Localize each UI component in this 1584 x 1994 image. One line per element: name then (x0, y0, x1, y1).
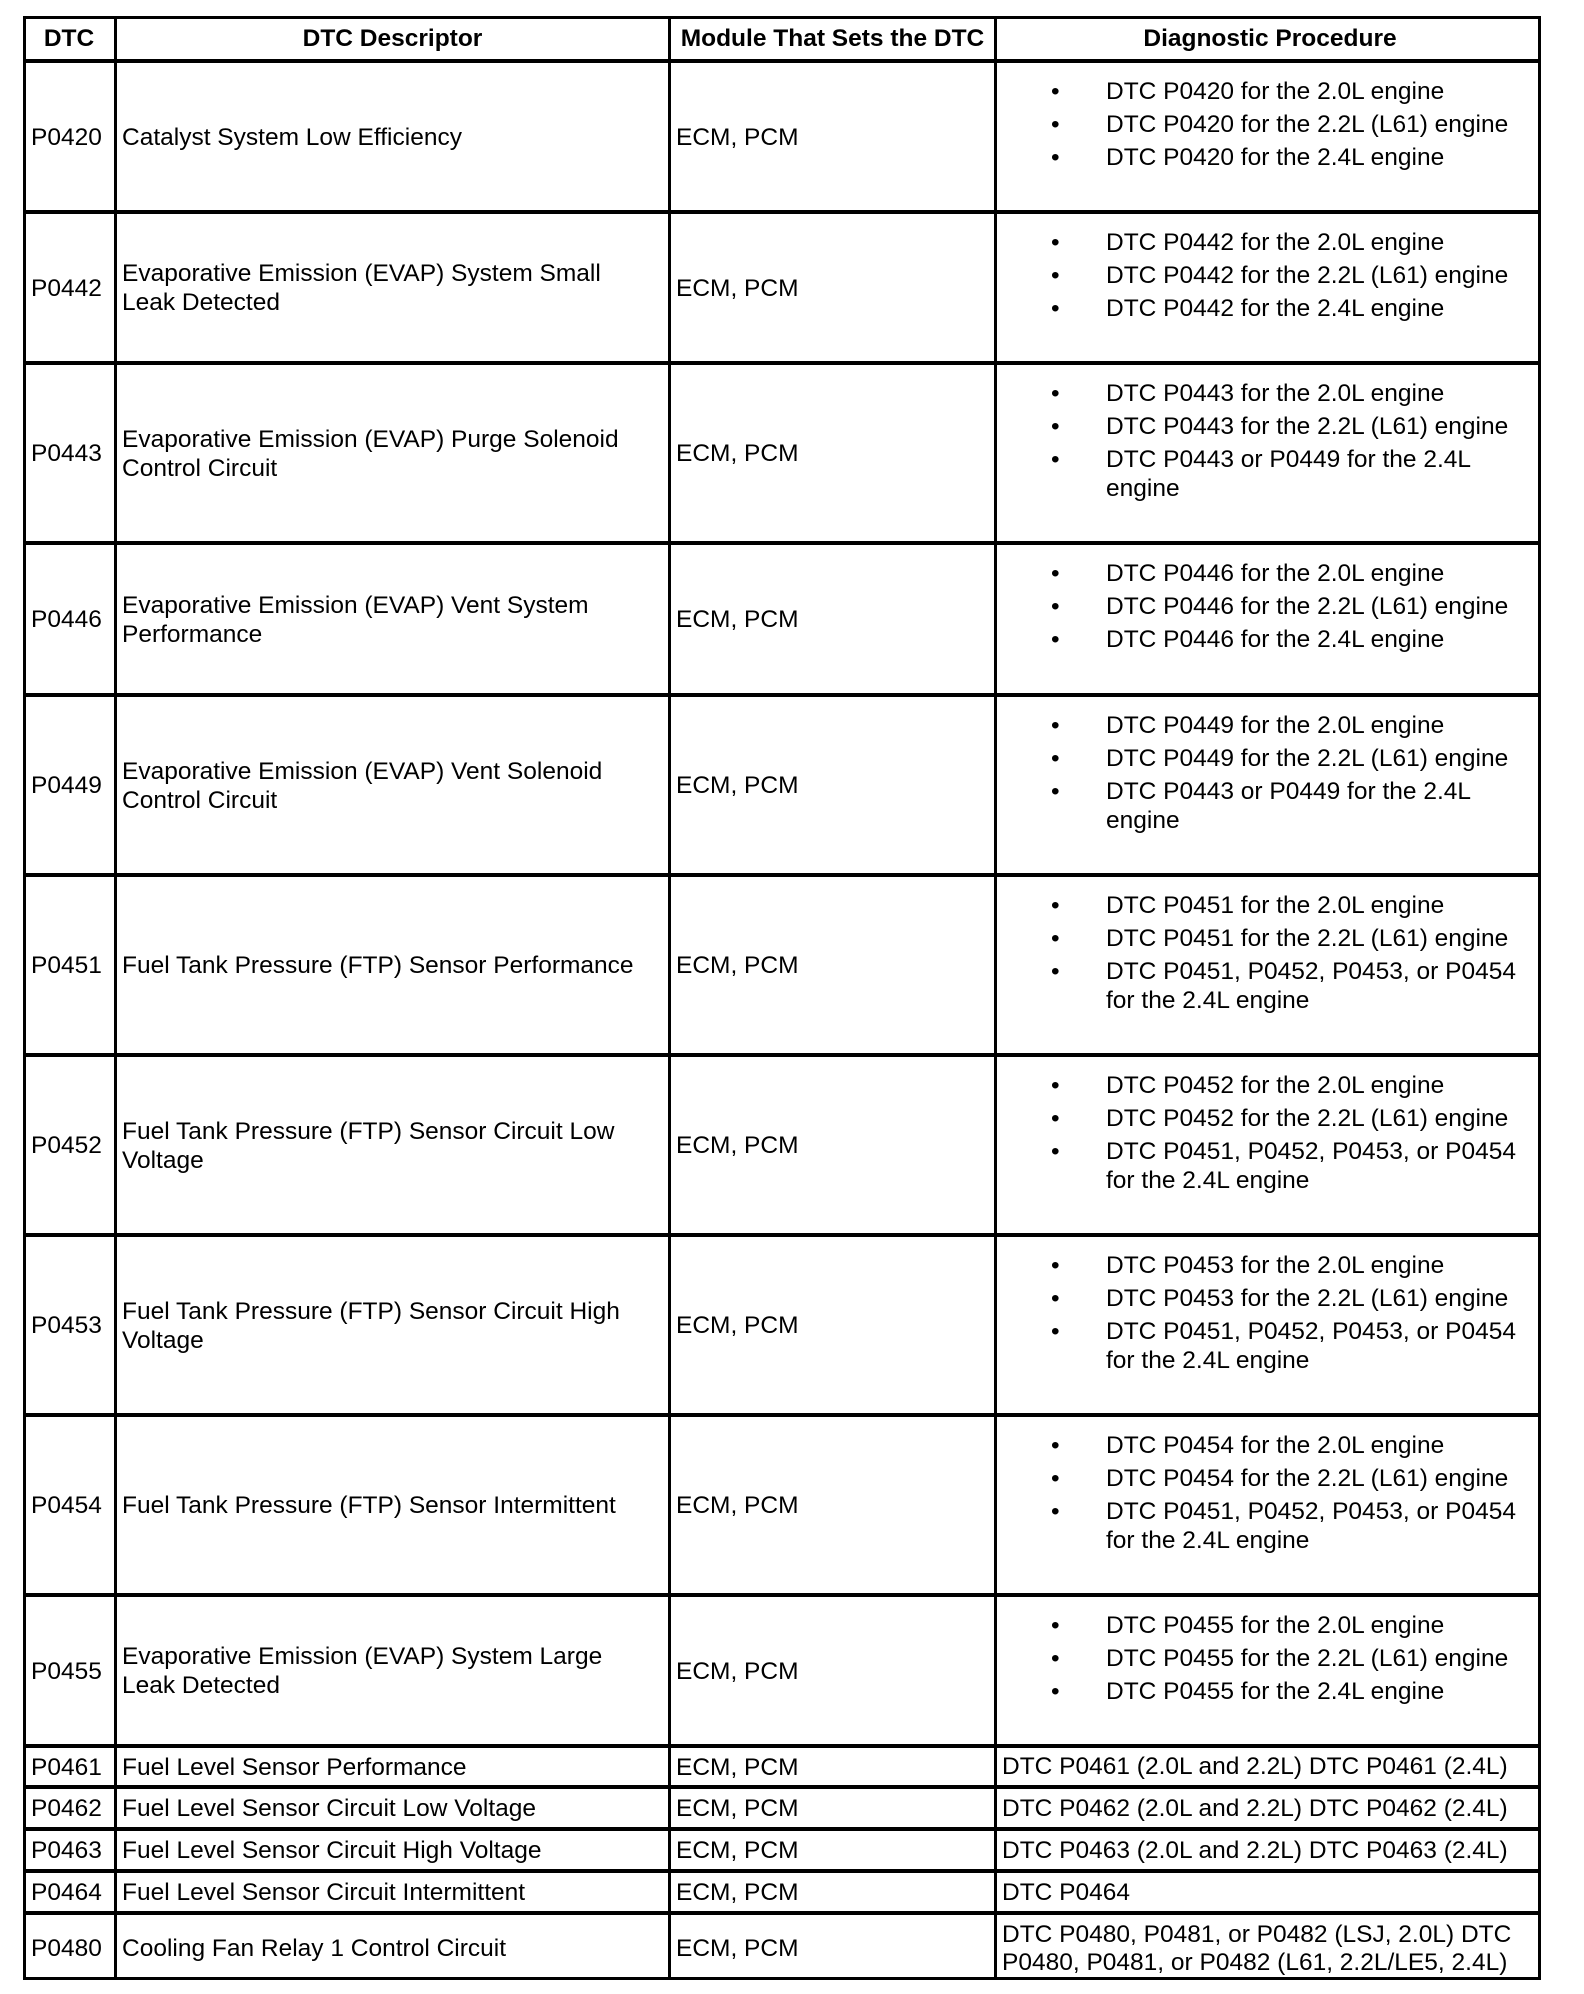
module-name: ECM, PCM (676, 1935, 799, 1962)
row-divider (26, 210, 1538, 214)
procedure-list-item[interactable] (1049, 412, 1531, 441)
procedure-list-item[interactable] (1049, 1677, 1531, 1706)
procedure-link[interactable]: DTC P0446 for the 2.4L engine (1106, 626, 1445, 653)
dtc-code: P0443 (31, 440, 102, 467)
bullet-icon: • (1051, 560, 1060, 587)
procedure-list (997, 1597, 1543, 1745)
header-procedure: Diagnostic Procedure (1143, 25, 1397, 52)
dtc-descriptor: Fuel Tank Pressure (FTP) Sensor Circuit High Voltage (122, 1297, 620, 1354)
procedure-list-item[interactable] (1049, 924, 1531, 953)
dtc-descriptor: Fuel Level Sensor Circuit Intermittent (122, 1879, 526, 1906)
procedure-list (997, 1057, 1543, 1234)
row-divider (26, 59, 1538, 63)
module-name: ECM, PCM (676, 1837, 799, 1864)
dtc-code: P0480 (31, 1935, 102, 1962)
procedure-list-item[interactable] (1049, 379, 1531, 408)
procedure-list-item[interactable] (1049, 1104, 1531, 1133)
procedure-link[interactable]: DTC P0449 for the 2.2L (L61) engine (1106, 745, 1509, 772)
dtc-descriptor: Evaporative Emission (EVAP) System Small Leak Detected (122, 260, 601, 316)
procedure-list-item[interactable] (1049, 261, 1531, 290)
dtc-code: P0449 (31, 772, 102, 799)
dtc-descriptor: Fuel Level Sensor Circuit Low Voltage (122, 1795, 536, 1822)
module-name: ECM, PCM (676, 274, 799, 302)
row-divider (26, 1053, 1538, 1057)
procedure-list-item[interactable] (1049, 744, 1531, 773)
module-name: ECM, PCM (676, 1312, 799, 1339)
bullet-icon: • (1051, 1105, 1060, 1132)
procedure-text[interactable]: DTC P0463 (2.0L and 2.2L) DTC P0463 (2.4L) (1002, 1836, 1508, 1864)
dtc-descriptor: Evaporative Emission (EVAP) Vent System Performance (122, 591, 589, 648)
procedure-link[interactable]: DTC P0453 for the 2.0L engine (1106, 1252, 1445, 1279)
bullet-icon: • (1051, 1678, 1060, 1705)
procedure-link[interactable]: DTC P0446 for the 2.0L engine (1106, 560, 1445, 587)
procedure-list-item[interactable] (1049, 1071, 1531, 1100)
bullet-icon: • (1051, 958, 1060, 985)
procedure-list-item[interactable] (1049, 77, 1531, 106)
module-name: ECM, PCM (676, 1879, 799, 1906)
row-divider (26, 541, 1538, 545)
procedure-link[interactable]: DTC P0451, P0452, P0453, or P0454 for the 2.4L engine (1106, 1318, 1516, 1374)
procedure-link[interactable]: DTC P0452 for the 2.2L (L61) engine (1106, 1105, 1509, 1132)
bullet-icon: • (1051, 1318, 1060, 1345)
header-dtc: DTC (43, 25, 95, 52)
dtc-descriptor: Evaporative Emission (EVAP) System Large Leak Detected (122, 1643, 603, 1699)
row-divider (26, 361, 1538, 365)
bullet-icon: • (1051, 892, 1060, 919)
column-divider (994, 19, 997, 1977)
procedure-list (997, 214, 1543, 362)
procedure-link[interactable]: DTC P0442 for the 2.0L engine (1106, 229, 1445, 256)
procedure-link[interactable]: DTC P0451 for the 2.2L (L61) engine (1106, 925, 1509, 952)
row-divider (26, 1869, 1538, 1873)
dtc-code: P0455 (31, 1657, 102, 1685)
row-divider (26, 1413, 1538, 1417)
procedure-list-item[interactable] (1049, 143, 1531, 172)
procedure-list-item[interactable] (1049, 592, 1531, 621)
procedure-link[interactable]: DTC P0420 for the 2.2L (L61) engine (1106, 111, 1509, 138)
procedure-list-item[interactable] (1049, 891, 1531, 920)
procedure-link[interactable]: DTC P0451, P0452, P0453, or P0454 for the 2.4L engine (1106, 1498, 1516, 1554)
procedure-list-item[interactable] (1049, 1611, 1531, 1640)
bullet-icon: • (1051, 745, 1060, 772)
column-divider (668, 19, 671, 1977)
procedure-list-item[interactable] (1049, 228, 1531, 257)
procedure-link[interactable]: DTC P0452 for the 2.0L engine (1106, 1072, 1445, 1099)
bullet-icon: • (1051, 380, 1060, 407)
procedure-link[interactable]: DTC P0455 for the 2.2L (L61) engine (1106, 1645, 1509, 1672)
dtc-descriptor: Fuel Level Sensor Circuit High Voltage (122, 1837, 542, 1864)
procedure-list (997, 365, 1543, 542)
row-divider (26, 1593, 1538, 1597)
procedure-list-item[interactable] (1049, 1464, 1531, 1493)
procedure-link[interactable]: DTC P0420 for the 2.0L engine (1106, 78, 1445, 105)
dtc-descriptor: Fuel Tank Pressure (FTP) Sensor Circuit Low Voltage (122, 1117, 615, 1174)
row-divider (26, 1233, 1538, 1237)
bullet-icon: • (1051, 1432, 1060, 1459)
dtc-descriptor: Cooling Fan Relay 1 Control Circuit (122, 1935, 506, 1962)
header-module: Module That Sets the DTC (680, 25, 985, 52)
bullet-icon: • (1051, 229, 1060, 256)
dtc-descriptor: Fuel Tank Pressure (FTP) Sensor Intermittent (122, 1492, 616, 1519)
procedure-list-item[interactable] (1049, 777, 1531, 835)
module-name: ECM, PCM (676, 1753, 799, 1781)
bullet-icon: • (1051, 111, 1060, 138)
procedure-link[interactable]: DTC P0446 for the 2.2L (L61) engine (1106, 593, 1509, 620)
dtc-code: P0464 (31, 1879, 102, 1906)
procedure-list-item[interactable] (1049, 1284, 1531, 1313)
bullet-icon: • (1051, 1252, 1060, 1279)
procedure-link[interactable]: DTC P0420 for the 2.4L engine (1106, 144, 1445, 171)
row-divider (26, 873, 1538, 877)
procedure-list-item[interactable] (1049, 445, 1531, 503)
bullet-icon: • (1051, 1645, 1060, 1672)
bullet-icon: • (1051, 295, 1060, 322)
dtc-code: P0461 (31, 1753, 102, 1781)
dtc-code: P0462 (31, 1795, 102, 1822)
dtc-code: P0454 (31, 1492, 102, 1519)
procedure-list (997, 697, 1543, 874)
procedure-list-item[interactable] (1049, 1497, 1531, 1555)
bullet-icon: • (1051, 626, 1060, 653)
bullet-icon: • (1051, 262, 1060, 289)
row-divider (26, 1785, 1538, 1789)
procedure-link[interactable]: DTC P0451 for the 2.0L engine (1106, 892, 1445, 919)
procedure-text[interactable]: DTC P0464 (1002, 1878, 1131, 1906)
bullet-icon: • (1051, 1612, 1060, 1639)
module-name: ECM, PCM (676, 1657, 799, 1685)
procedure-list-item[interactable] (1049, 559, 1531, 588)
procedure-link[interactable]: DTC P0442 for the 2.4L engine (1106, 295, 1445, 322)
bullet-icon: • (1051, 144, 1060, 171)
procedure-list-item[interactable] (1049, 957, 1531, 1015)
bullet-icon: • (1051, 78, 1060, 105)
procedure-link[interactable]: DTC P0451, P0452, P0453, or P0454 for the 2.4L engine (1106, 1138, 1516, 1194)
procedure-list-item[interactable] (1049, 1317, 1531, 1375)
module-name: ECM, PCM (676, 123, 799, 151)
procedure-link[interactable]: DTC P0454 for the 2.2L (L61) engine (1106, 1465, 1509, 1492)
procedure-link[interactable]: DTC P0443 or P0449 for the 2.4L engine (1106, 778, 1471, 834)
bullet-icon: • (1051, 778, 1060, 805)
procedure-list-item[interactable] (1049, 1137, 1531, 1195)
dtc-code: P0451 (31, 952, 102, 979)
procedure-text[interactable]: DTC P0462 (2.0L and 2.2L) DTC P0462 (2.4L) (1002, 1794, 1508, 1822)
bullet-icon: • (1051, 446, 1060, 473)
dtc-code: P0446 (31, 606, 102, 633)
procedure-list (997, 1237, 1543, 1414)
dtc-descriptor: Evaporative Emission (EVAP) Vent Solenoid Control Circuit (122, 757, 603, 814)
procedure-link[interactable]: DTC P0442 for the 2.2L (L61) engine (1106, 262, 1509, 289)
bullet-icon: • (1051, 413, 1060, 440)
procedure-link[interactable]: DTC P0443 for the 2.0L engine (1106, 380, 1445, 407)
bullet-icon: • (1051, 1138, 1060, 1165)
module-name: ECM, PCM (676, 440, 799, 467)
dtc-code: P0452 (31, 1132, 102, 1159)
procedure-list-item[interactable] (1049, 294, 1531, 323)
dtc-code: P0453 (31, 1312, 102, 1339)
row-divider (26, 1744, 1538, 1748)
column-divider (114, 19, 117, 1977)
bullet-icon: • (1051, 712, 1060, 739)
procedure-list (997, 63, 1543, 211)
procedure-text[interactable]: DTC P0461 (2.0L and 2.2L) DTC P0461 (2.4L) (1002, 1753, 1508, 1780)
procedure-text[interactable]: DTC P0480, P0481, or P0482 (LSJ, 2.0L) DTC P0480, P0481, or P0482 (L61, 2.2L/LE5, 2.4L) (1002, 1920, 1512, 1976)
bullet-icon: • (1051, 593, 1060, 620)
procedure-list-item[interactable] (1049, 1644, 1531, 1673)
dtc-descriptor: Fuel Level Sensor Performance (122, 1753, 467, 1781)
row-divider (26, 693, 1538, 697)
bullet-icon: • (1051, 1285, 1060, 1312)
procedure-link[interactable]: DTC P0455 for the 2.0L engine (1106, 1612, 1445, 1639)
dtc-descriptor: Catalyst System Low Efficiency (122, 123, 462, 151)
procedure-link[interactable]: DTC P0443 or P0449 for the 2.4L engine (1106, 446, 1471, 502)
procedure-list (997, 545, 1543, 694)
module-name: ECM, PCM (676, 1795, 799, 1822)
dtc-code: P0463 (31, 1837, 102, 1864)
dtc-code: P0442 (31, 274, 102, 302)
procedure-list-item[interactable] (1049, 110, 1531, 139)
procedure-list-item[interactable] (1049, 1431, 1531, 1460)
bullet-icon: • (1051, 1498, 1060, 1525)
bullet-icon: • (1051, 1072, 1060, 1099)
procedure-list (997, 877, 1543, 1054)
procedure-list-item[interactable] (1049, 1251, 1531, 1280)
bullet-icon: • (1051, 925, 1060, 952)
module-name: ECM, PCM (676, 952, 799, 979)
procedure-link[interactable]: DTC P0454 for the 2.0L engine (1106, 1432, 1445, 1459)
procedure-link[interactable]: DTC P0453 for the 2.2L (L61) engine (1106, 1285, 1509, 1312)
module-name: ECM, PCM (676, 772, 799, 799)
dtc-descriptor: Evaporative Emission (EVAP) Purge Solenoid Control Circuit (122, 425, 619, 482)
dtc-table (23, 16, 1541, 1980)
header-descriptor: DTC Descriptor (302, 25, 483, 52)
procedure-link[interactable]: DTC P0443 for the 2.2L (L61) engine (1106, 413, 1509, 440)
dtc-code: P0420 (31, 123, 102, 151)
row-divider (26, 1827, 1538, 1831)
procedure-link[interactable]: DTC P0449 for the 2.0L engine (1106, 712, 1445, 739)
procedure-list (997, 1417, 1543, 1594)
module-name: ECM, PCM (676, 1132, 799, 1159)
procedure-list-item[interactable] (1049, 625, 1531, 654)
module-name: ECM, PCM (676, 1492, 799, 1519)
module-name: ECM, PCM (676, 606, 799, 633)
row-divider (26, 1911, 1538, 1915)
dtc-descriptor: Fuel Tank Pressure (FTP) Sensor Performance (122, 952, 634, 979)
bullet-icon: • (1051, 1465, 1060, 1492)
procedure-link[interactable]: DTC P0451, P0452, P0453, or P0454 for the 2.4L engine (1106, 958, 1516, 1014)
procedure-list-item[interactable] (1049, 711, 1531, 740)
procedure-link[interactable]: DTC P0455 for the 2.4L engine (1106, 1678, 1445, 1705)
